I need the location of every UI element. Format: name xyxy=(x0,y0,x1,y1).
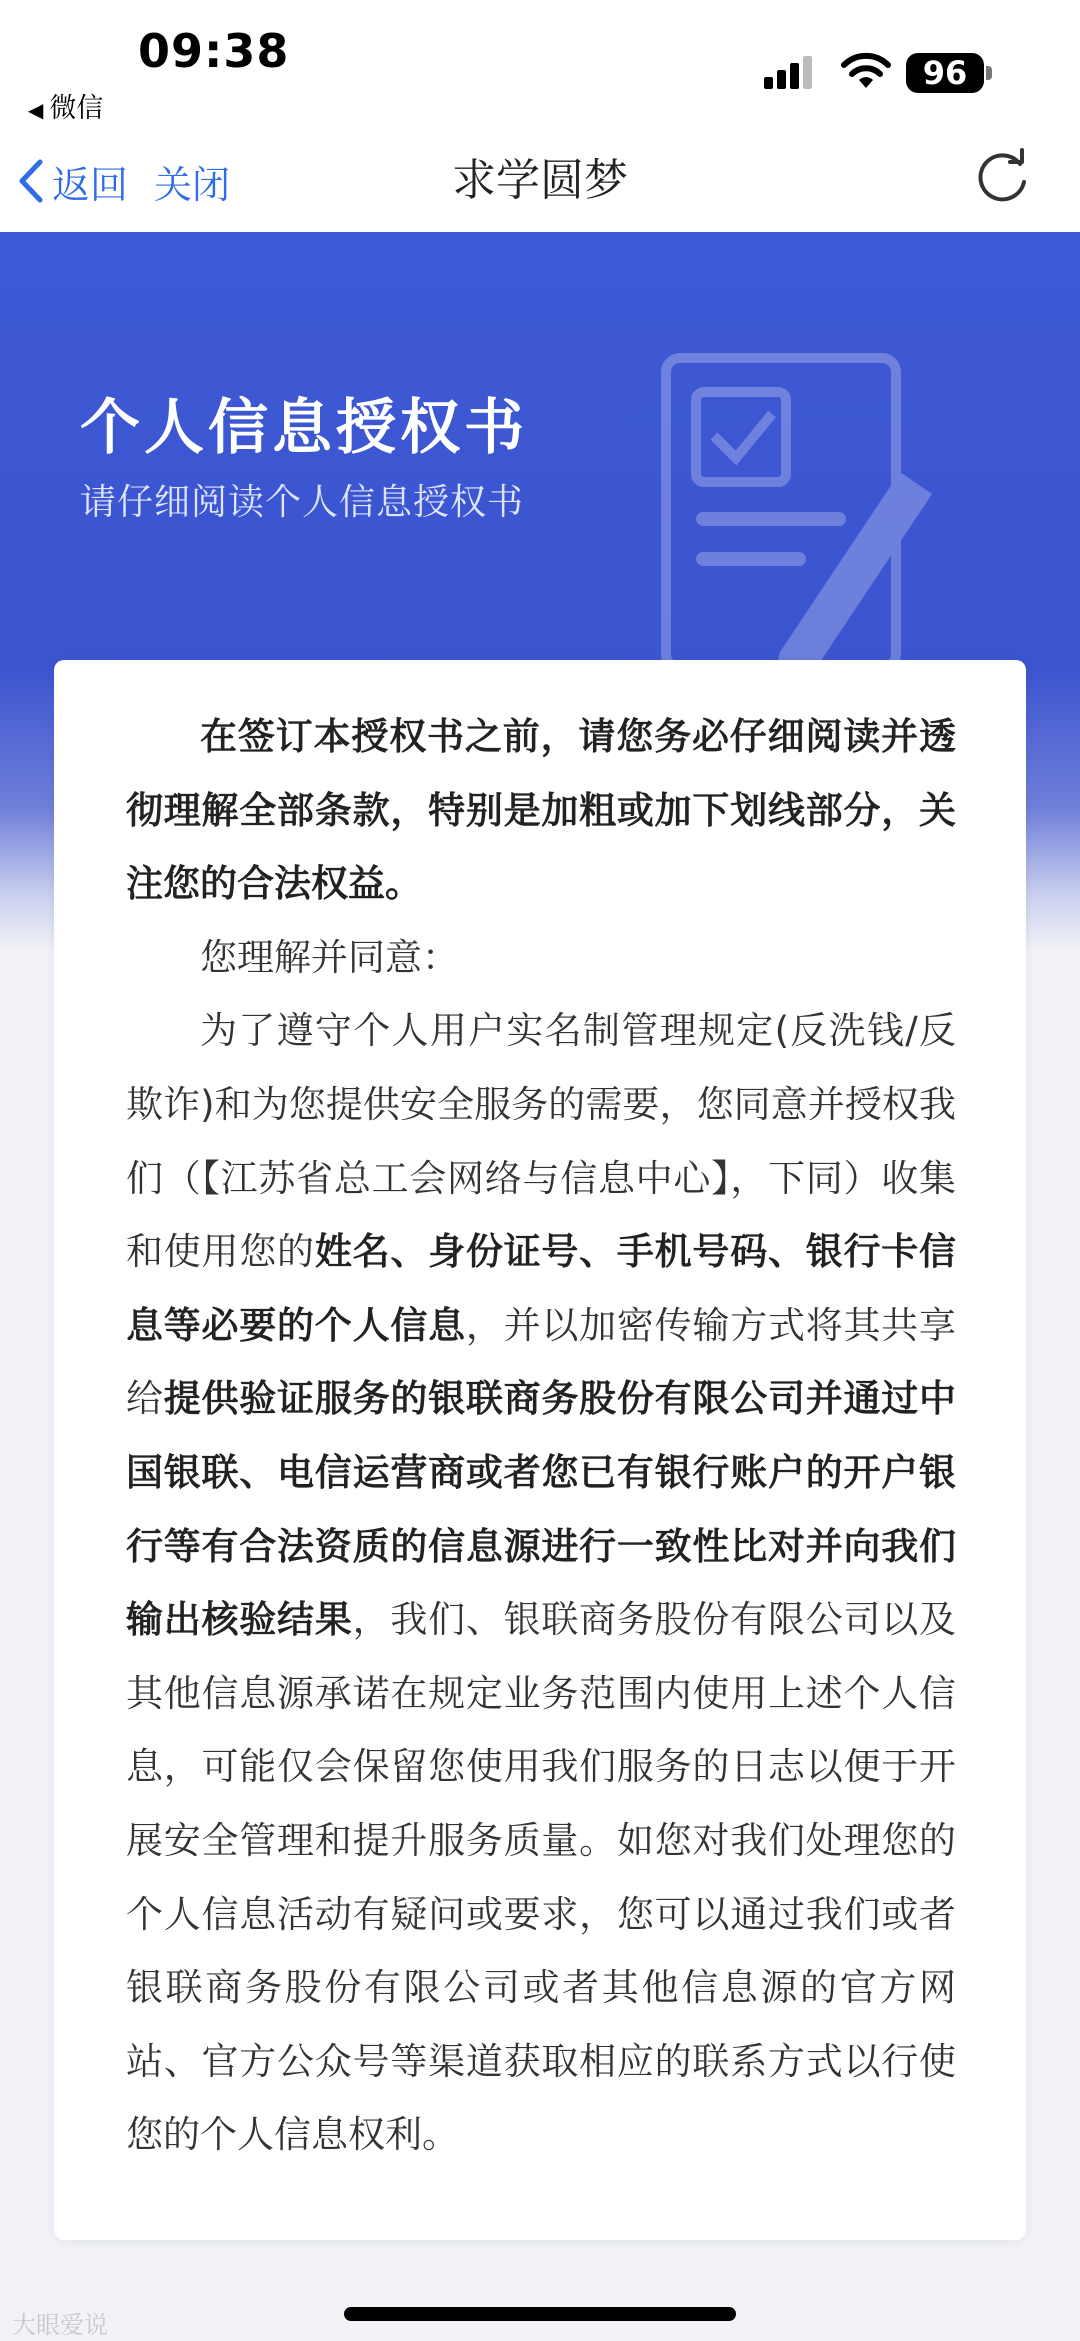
back-button[interactable] xyxy=(16,146,128,216)
status-bar xyxy=(0,0,1080,136)
agreement-clause xyxy=(126,994,956,2172)
clause-text-2: ，并以加密传输方式将其共享给 xyxy=(126,1303,957,1421)
clause-text-1: 为了遵守个人用户实名制管理规定(反洗钱/反欺诈)和为您提供安全服务的需要，您同意并授权我们（【江苏省总工会网络与信息中心】，下同）收集和使用您的 xyxy=(126,1009,956,1274)
clause-bold-1: 姓名、身份证号、手机号码、银行卡信息等必要的个人信息 xyxy=(126,1230,957,1347)
watermark: 大眼爱说 xyxy=(12,2311,108,2339)
refresh-icon[interactable] xyxy=(970,146,1034,210)
clause-bold-2: 提供验证服务的银联商务股份有限公司并通过中国银联、电信运营商或者您已有银行账户的开户银行等有合法资质的信息源进行一致性比对并向我们输出核验结果 xyxy=(126,1377,957,1642)
back-triangle-icon: ◀ xyxy=(28,98,44,122)
banner-title: 个人信息授权书 xyxy=(80,393,528,463)
close-button[interactable]: 关闭 xyxy=(154,162,231,207)
document-pen-icon xyxy=(660,352,940,692)
back-to-app-link[interactable] xyxy=(28,86,103,125)
status-time: 09:38 xyxy=(138,24,290,78)
agreement-understand: 您理解并同意： xyxy=(200,935,459,979)
agreement-text xyxy=(126,700,956,2172)
navigation-bar xyxy=(0,136,1080,232)
chevron-left-icon xyxy=(16,158,46,204)
clause-text-3: ，我们、银联商务股份有限公司以及其他信息源承诺在规定业务范围内使用上述个人信息，可能仅会保留您使用我们服务的日志以便于开展安全管理和提升服务质量。如您对我们处理您的个人信息活动有疑问或要求，您可以通过我们或者银联商务股份有限公司或者其他信息源的官方网站、官方公众号等渠道获取相应的联系方式以行使您的个人信息权利。 xyxy=(126,1598,957,2157)
back-app-label: 微信 xyxy=(49,93,104,124)
wifi-icon xyxy=(840,52,892,92)
banner-subtitle: 请仔细阅读个人信息授权书 xyxy=(80,482,525,523)
back-button-label: 返回 xyxy=(52,162,129,207)
battery-indicator: 96 xyxy=(906,53,984,93)
page-title: 求学圆梦 xyxy=(452,155,628,206)
agreement-card xyxy=(54,660,1026,2240)
battery-tip xyxy=(986,66,992,80)
home-indicator[interactable] xyxy=(344,2307,736,2321)
agreement-intro: 在签订本授权书之前，请您务必仔细阅读并透彻理解全部条款，特别是加粗或加下划线部分，关注您的合法权益。 xyxy=(126,715,956,906)
cellular-signal-icon xyxy=(764,55,822,91)
